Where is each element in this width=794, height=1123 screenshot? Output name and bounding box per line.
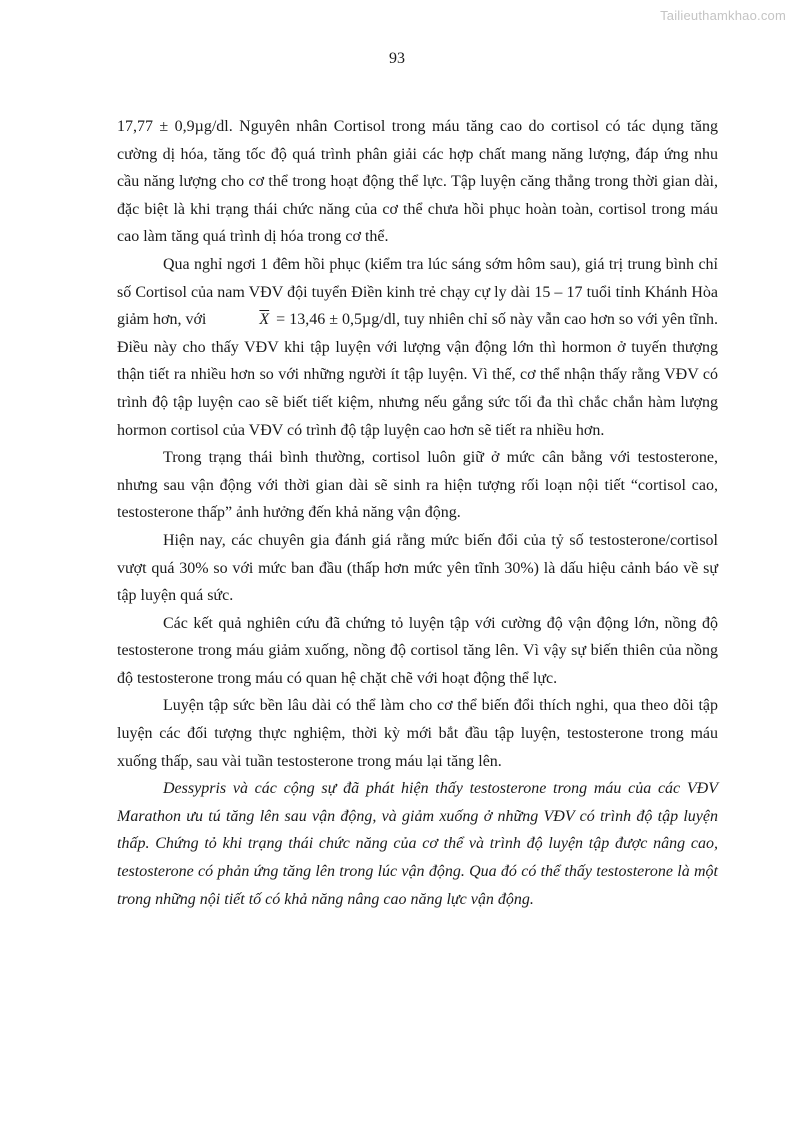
page-number: 93 [389, 50, 405, 67]
mean-symbol: $\overline{X}$ [259, 311, 270, 329]
document-body [117, 113, 718, 913]
paragraph-1: 17,77 ± 0,9µg/dl. Nguyên nhân Cortisol trong máu tăng cao do cortisol có tác dụng tăng cường dị hóa, tăng tốc độ quá trình phân giải các hợp chất mang năng lượng, đáp ứng nhu cầu năng lượng cho cơ thể trong hoạt động thể lực. Tập luyện căng thẳng trong thời gian dài, đặc biệt là khi trạng thái chức năng của cơ thể chưa hồi phục hoàn toàn, cortisol trong máu cao làm tăng quá trình dị hóa trong cơ thể. [117, 118, 718, 246]
paragraph-4: Hiện nay, các chuyên gia đánh giá rằng mức biến đổi của tỷ số testosterone/cortisol vượt quá 30% so với mức ban đầu (thấp hơn mức yên tĩnh 30%) là dấu hiệu cảnh báo về sự tập luyện quá sức. [117, 531, 718, 605]
paragraph-2 [117, 251, 718, 444]
watermark: Tailieuthamkhao.com [660, 8, 786, 23]
paragraph-2-text-b: = 13,46 ± 0,5µg/dl, tuy nhiên chỉ số này vẫn cao hơn so với yên tĩnh. Điều này cho thấy VĐV khi tập luyện với lượng vận động lớn thì hormon ở tuyến thượng thận tiết ra nhiều hơn so với những người ít tập luyện. Vì thế, cơ thể nhận thấy rằng VĐV có trình độ tập luyện cao sẽ biết tiết kiệm, nhưng nếu gắng sức tối đa thì chắc chắn hàm lượng hormon cortisol của VĐV có trình độ tập luyện cao hơn sẽ tiết ra nhiều hơn. [117, 311, 719, 439]
paragraph-3: Trong trạng thái bình thường, cortisol luôn giữ ở mức cân bằng với testosterone, nhưng sau vận động với thời gian dài sẽ sinh ra hiện tượng rối loạn nội tiết “cortisol cao, testosterone thấp” ảnh hưởng đến khả năng vận động. [117, 449, 718, 522]
paragraph-7: Dessypris và các cộng sự đã phát hiện thấy testosterone trong máu của các VĐV Marathon ưu tú tăng lên sau vận động, và giảm xuống ở những VĐV có trình độ tập luyện thấp. Chứng tỏ khi trạng thái chức năng của cơ thể và trình độ luyện tập được nâng cao, testosterone có phản ứng tăng lên trong lúc vận động. Qua đó có thể thấy testosterone là một trong những nội tiết tố có khả năng nâng cao năng lực vận động. [117, 780, 718, 908]
paragraph-5: Các kết quả nghiên cứu đã chứng tỏ luyện tập với cường độ vận động lớn, nồng độ testosterone trong máu giảm xuống, nồng độ cortisol tăng lên. Vì vậy sự biến thiên của nồng độ testosterone trong máu có quan hệ chặt chẽ với hoạt động thể lực. [117, 614, 718, 687]
paragraph-6: Luyện tập sức bền lâu dài có thể làm cho cơ thể biến đổi thích nghi, qua theo dõi tập luyện các đối tượng thực nghiệm, thời kỳ mới bắt đầu tập luyện, testosterone trong máu xuống thấp, sau vài tuần testosterone trong máu lại tăng lên. [117, 697, 718, 770]
paragraph-2-text-a: Qua nghỉ ngơi 1 đêm hồi phục (kiểm tra lúc sáng sớm hôm sau), giá trị trung bình chỉ số Cortisol của nam VĐV đội tuyển Điền kinh trẻ chạy cự ly dài 15 – 17 tuổi tỉnh Khánh Hòa giảm hơn, với [117, 255, 718, 329]
